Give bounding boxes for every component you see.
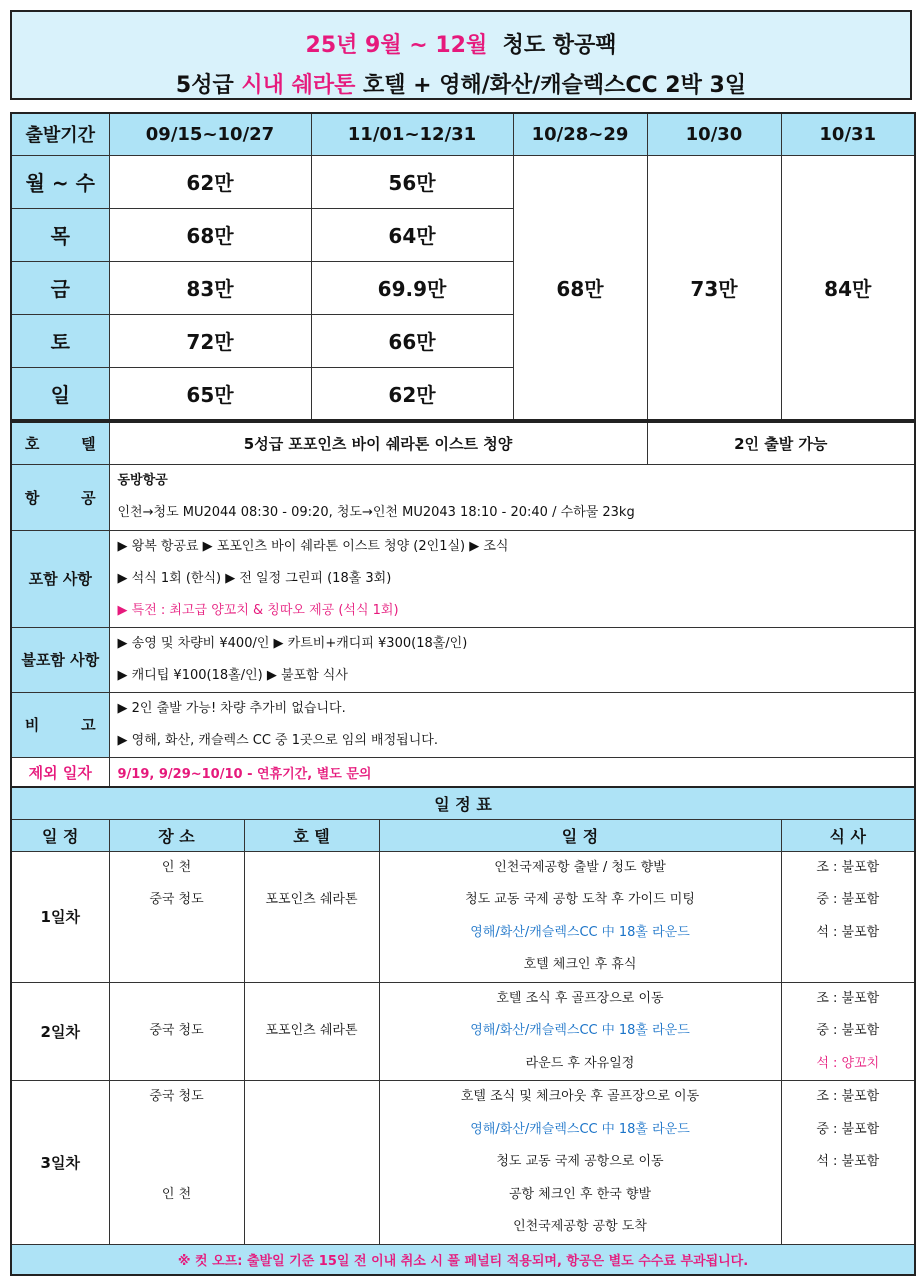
hotel-name: 포포인츠 쉐라톤 [265, 1023, 358, 1038]
price-value: 56만 [311, 155, 513, 208]
price-day-label: 일 [11, 367, 109, 420]
price-header-col5: 10/31 [781, 113, 915, 155]
price-merged-1030: 73만 [647, 155, 781, 420]
place: 중국 청도 [149, 892, 204, 907]
meal: 석 : 불포함 [816, 924, 880, 940]
price-value: 72만 [109, 314, 311, 367]
schedule-day-1 [11, 851, 915, 982]
notes-line: ▶ 영해, 화산, 캐슬렉스 CC 중 1곳으로 임의 배정됩니다. [117, 732, 438, 748]
schedule-header-row [11, 819, 915, 851]
itinerary-round: 영해/화산/캐슬렉스CC 中 18홀 라운드 [470, 1023, 690, 1038]
price-value: 62만 [109, 155, 311, 208]
price-day-label: 월 ~ 수 [11, 155, 109, 208]
notes-content [109, 692, 915, 757]
included-special: ▶ 특전 : 최고급 양꼬치 & 칭따오 제공 (석식 1회) [117, 602, 399, 618]
day-hotel [244, 1081, 379, 1245]
price-table [10, 112, 916, 421]
title-package: 호텔 + 영해/화산/캐슬렉스CC 2박 3일 [363, 73, 747, 98]
excluded-dates-label: 제외 일자 [11, 757, 109, 789]
itinerary-round: 영해/화산/캐슬렉스CC 中 18홀 라운드 [470, 924, 690, 940]
price-merged-1031: 84만 [781, 155, 915, 420]
price-header-row [11, 113, 915, 155]
price-header-col1: 09/15~10/27 [109, 113, 311, 155]
day-itinerary [379, 851, 781, 982]
day-meals [781, 1081, 915, 1245]
excluded-content [109, 627, 915, 692]
title-line-2 [12, 68, 910, 99]
air-row [11, 464, 915, 530]
day-label: 3일차 [11, 1081, 109, 1245]
price-value: 66만 [311, 314, 513, 367]
price-day-label: 목 [11, 208, 109, 261]
footer-row [11, 1244, 915, 1275]
hotel-value: 5성급 포포인츠 바이 쉐라톤 이스트 청양 [109, 422, 647, 464]
day-label: 2일차 [11, 982, 109, 1081]
price-value: 62만 [311, 367, 513, 420]
price-value: 64만 [311, 208, 513, 261]
title-box [10, 10, 912, 100]
day-meals [781, 982, 915, 1081]
schedule-table [10, 786, 916, 1276]
itinerary-item: 라운드 후 자유일정 [525, 1055, 635, 1071]
itinerary-item: 청도 교동 국제 공항 도착 후 가이드 미팅 [465, 892, 695, 907]
itinerary-item: 호텔 조식 후 골프장으로 이동 [496, 990, 664, 1006]
schedule-title-row [11, 787, 915, 819]
price-merged-1028: 68만 [513, 155, 647, 420]
price-value: 68만 [109, 208, 311, 261]
meal: 조 : 불포함 [816, 990, 880, 1006]
title-hotel-highlight: 시내 쉐라톤 [241, 73, 356, 98]
schedule-day-3 [11, 1081, 915, 1245]
price-header-col3: 10/28~29 [513, 113, 647, 155]
meal-special: 석 : 양꼬치 [816, 1055, 880, 1071]
schedule-title: 일 정 표 [11, 787, 915, 819]
day-meals [781, 851, 915, 982]
place: 인 천 [161, 859, 192, 875]
included-line: ▶ 석식 1회 (한식) ▶ 전 일정 그린피 (18홀 3회) [117, 570, 392, 586]
included-label: 포함 사항 [11, 530, 109, 627]
excluded-row [11, 627, 915, 692]
day-places [109, 1081, 244, 1245]
itinerary-item: 공항 체크인 후 한국 향발 [508, 1186, 652, 1202]
hotel-row [11, 422, 915, 464]
itinerary-item: 인천국제공항 공항 도착 [513, 1219, 647, 1234]
price-row [11, 155, 915, 208]
price-value: 69.9만 [311, 261, 513, 314]
itinerary-item: 호텔 체크인 후 휴식 [523, 957, 637, 972]
title-period: 25년 9월 ~ 12월 [305, 33, 488, 58]
schedule-header-meals: 식 사 [781, 819, 915, 851]
day-itinerary [379, 1081, 781, 1245]
day-hotel [244, 982, 379, 1081]
included-row [11, 530, 915, 627]
meal: 중 : 불포함 [816, 892, 880, 907]
notes-line: ▶ 2인 출발 가능! 차량 추가비 없습니다. [117, 700, 346, 716]
included-line: ▶ 왕복 항공료 ▶ 포포인츠 바이 쉐라톤 이스트 청양 (2인1실) ▶ 조식 [117, 538, 509, 554]
title-grade: 5성급 [175, 73, 234, 98]
excluded-label: 불포함 사항 [11, 627, 109, 692]
meal: 중 : 불포함 [816, 1121, 880, 1137]
schedule-header-day: 일 정 [11, 819, 109, 851]
excluded-line: ▶ 캐디팁 ¥100(18홀/인) ▶ 불포함 식사 [117, 667, 348, 683]
meal: 조 : 불포함 [816, 1089, 880, 1104]
title-product: 청도 항공팩 [502, 33, 617, 58]
itinerary-item: 인천국제공항 출발 / 청도 향발 [494, 859, 666, 875]
day-itinerary [379, 982, 781, 1081]
included-content [109, 530, 915, 627]
cutoff-notice: ※ 컷 오프: 출발일 기준 15일 전 이내 취소 시 풀 페널티 적용되며, 항공은 별도 수수료 부과됩니다. [11, 1244, 915, 1275]
air-airline: 동방항공 [117, 473, 168, 488]
meal: 조 : 불포함 [816, 859, 880, 875]
day-label: 1일차 [11, 851, 109, 982]
day-places [109, 851, 244, 982]
price-day-label: 토 [11, 314, 109, 367]
price-day-label: 금 [11, 261, 109, 314]
itinerary-item: 호텔 조식 및 체크아웃 후 골프장으로 이동 [460, 1089, 700, 1104]
itinerary-item: 청도 교동 국제 공항으로 이동 [496, 1154, 664, 1169]
air-flights: 인천→청도 MU2044 08:30 - 09:20, 청도→인천 MU2043 18:10 - 20:40 / 수하물 23kg [117, 505, 635, 520]
notes-label: 비 고 [11, 692, 109, 757]
schedule-header-place: 장 소 [109, 819, 244, 851]
air-label: 항 공 [11, 464, 109, 530]
day-hotel [244, 851, 379, 982]
place: 중국 청도 [149, 1023, 204, 1038]
excluded-dates-value: 9/19, 9/29~10/10 - 연휴기간, 별도 문의 [109, 757, 915, 789]
price-header-col4: 10/30 [647, 113, 781, 155]
schedule-header-hotel: 호 텔 [244, 819, 379, 851]
notes-row [11, 692, 915, 757]
price-header-col2: 11/01~12/31 [311, 113, 513, 155]
excluded-line: ▶ 송영 및 차량비 ¥400/인 ▶ 카트비+캐디피 ¥300(18홀/인) [117, 635, 468, 651]
title-line-1 [12, 28, 910, 59]
info-table [10, 421, 916, 790]
schedule-header-itinerary: 일 정 [379, 819, 781, 851]
itinerary-round: 영해/화산/캐슬렉스CC 中 18홀 라운드 [470, 1121, 690, 1137]
place: 중국 청도 [149, 1089, 204, 1104]
air-content [109, 464, 915, 530]
hotel-label: 호 텔 [11, 422, 109, 464]
hotel-note: 2인 출발 가능 [647, 422, 915, 464]
price-value: 83만 [109, 261, 311, 314]
meal: 중 : 불포함 [816, 1023, 880, 1038]
excluded-dates-row [11, 757, 915, 789]
hotel-name: 포포인츠 쉐라톤 [265, 892, 358, 907]
price-value: 65만 [109, 367, 311, 420]
day-places [109, 982, 244, 1081]
place: 인 천 [161, 1186, 192, 1202]
schedule-day-2 [11, 982, 915, 1081]
price-header-period: 출발기간 [11, 113, 109, 155]
meal: 석 : 불포함 [816, 1154, 880, 1169]
